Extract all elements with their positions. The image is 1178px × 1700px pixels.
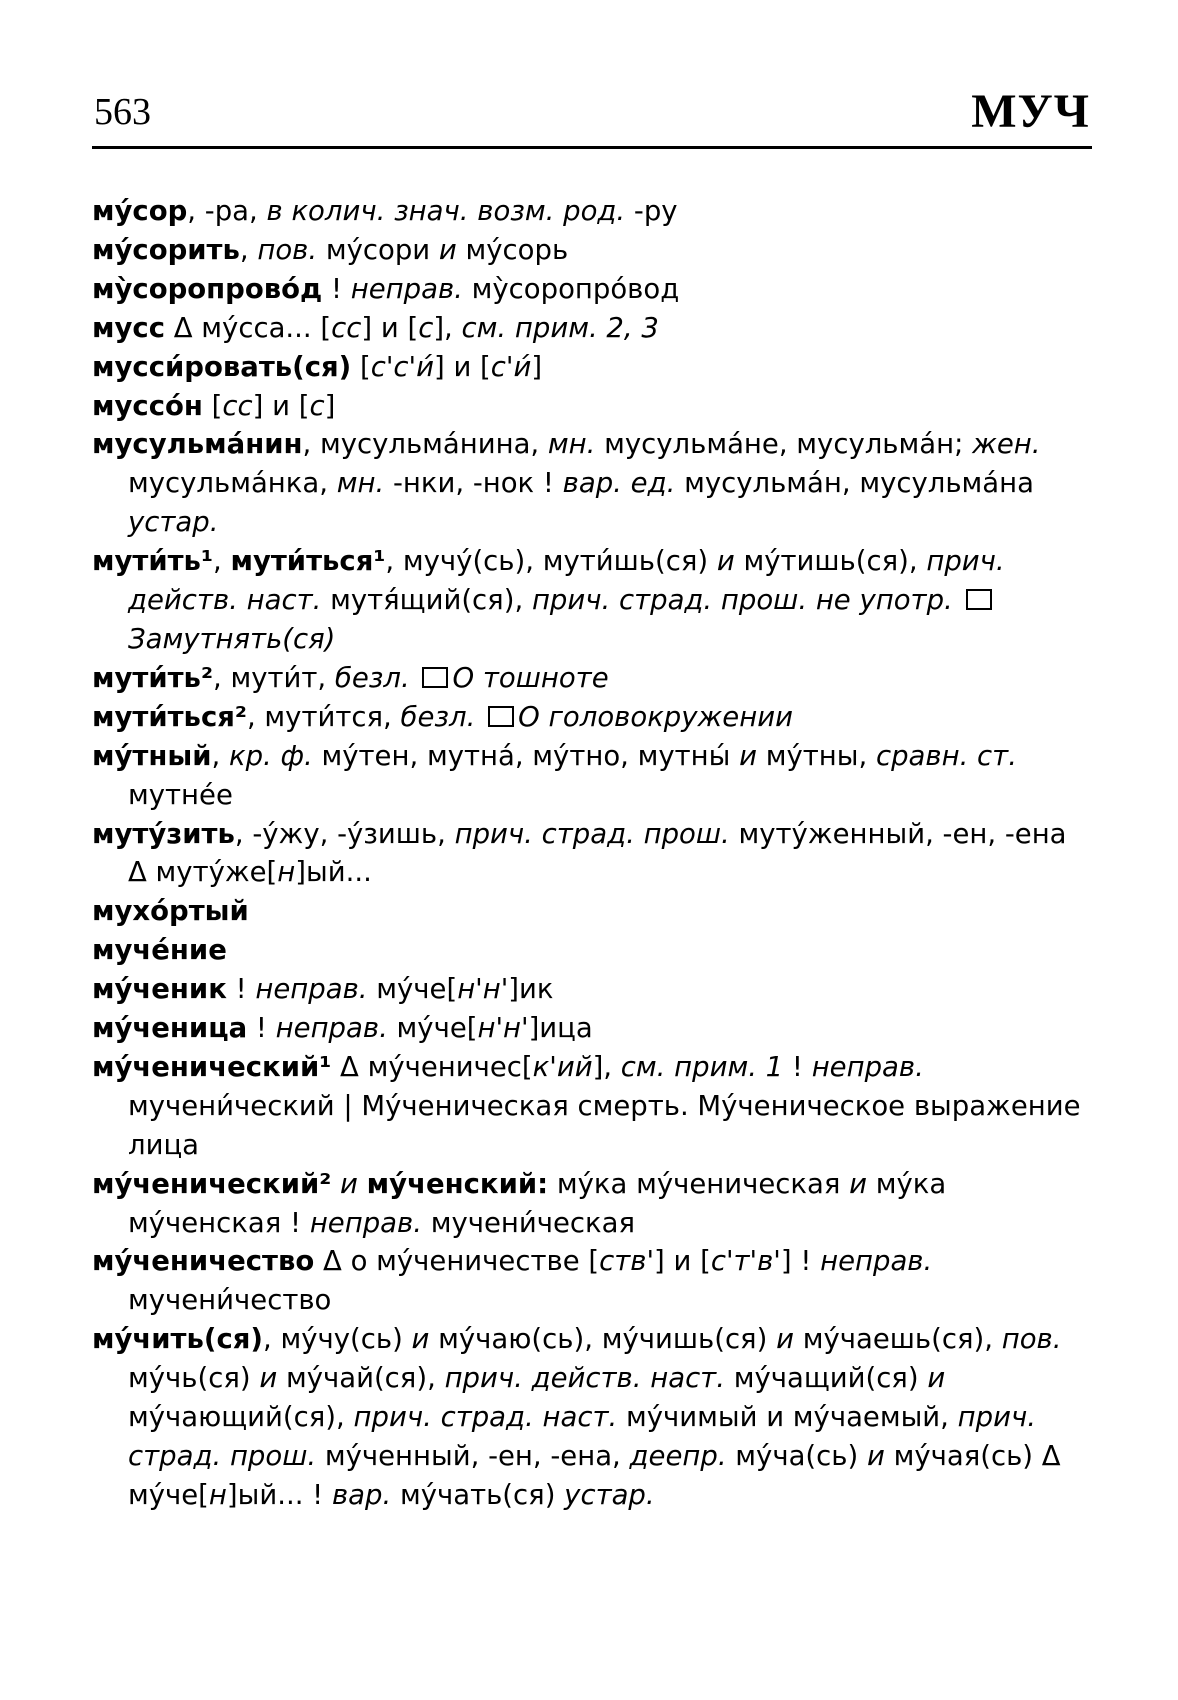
- entry-text: му́чимый и му́чаемый,: [617, 1401, 958, 1434]
- entry-text: [: [202, 389, 223, 422]
- entry-text: мутя́щий(ся),: [321, 584, 532, 617]
- headword: мути́ться²: [92, 700, 247, 733]
- dictionary-entry: [92, 1242, 1092, 1320]
- entry-text: Δ му́сса... [: [165, 311, 332, 344]
- grammar-note: устар.: [564, 1478, 655, 1511]
- entry-text: му́сорь: [456, 233, 569, 266]
- entry-list: [92, 192, 1092, 1515]
- entry-text: му́чаешь(ся),: [793, 1323, 1002, 1356]
- entry-text: му́чащий(ся): [724, 1362, 928, 1395]
- entry-text: му́чь(ся): [128, 1362, 260, 1395]
- entry-text: му́ка му́ченическая: [548, 1167, 850, 1200]
- entry-text: !: [783, 1050, 812, 1083]
- entry-text: [: [351, 350, 371, 383]
- entry-text: -нки, -нок !: [384, 467, 563, 500]
- dictionary-entry: [92, 270, 1092, 309]
- entry-text: му́тен, мутна́, му́тно, мутны́: [312, 739, 740, 772]
- dictionary-entry: [92, 1320, 1092, 1515]
- entry-text: , мусульма́нина,: [302, 428, 548, 461]
- entry-text: , мути́тся,: [246, 700, 401, 733]
- grammar-note: н'н': [457, 973, 509, 1006]
- grammar-note: сс: [331, 311, 362, 344]
- grammar-note: сравн. ст.: [875, 739, 1017, 772]
- entry-text: ] и [: [252, 389, 310, 422]
- grammar-note: неправ.: [350, 272, 463, 305]
- grammar-note: О головокружении: [518, 700, 793, 733]
- grammar-note: и: [866, 1440, 885, 1472]
- grammar-note: пов.: [257, 233, 318, 266]
- headword: му́ченический²: [92, 1167, 332, 1200]
- grammar-note: мн.: [547, 428, 596, 461]
- entry-text: му́ченный, -ен, -ена,: [316, 1440, 630, 1472]
- entry-text: му́че[: [367, 973, 458, 1006]
- grammar-note: Замутнять(ся): [128, 622, 336, 655]
- entry-text: му́че[: [387, 1012, 478, 1045]
- entry-text: Δ му́ченичес[: [331, 1050, 533, 1083]
- grammar-note: н'н': [477, 1012, 529, 1045]
- page-number: 563: [94, 91, 151, 133]
- entry-text: мусульма́не, мусульма́н;: [595, 428, 973, 461]
- grammar-note: устар.: [128, 506, 219, 539]
- entry-text: [475, 701, 484, 733]
- page-header: [92, 70, 1092, 149]
- square-box-icon: [966, 589, 992, 610]
- grammar-note: н: [277, 856, 296, 889]
- grammar-note: и: [340, 1167, 358, 1200]
- entry-text: !: [322, 272, 351, 305]
- grammar-note: н: [208, 1478, 227, 1511]
- headword: мути́ть¹: [92, 545, 213, 578]
- grammar-note: см. прим. 1: [620, 1050, 784, 1083]
- grammar-note: прич. страд. наст.: [353, 1401, 618, 1434]
- dictionary-entry: [92, 192, 1092, 231]
- grammar-note: см. прим. 2, 3: [461, 311, 659, 344]
- grammar-note: неправ.: [820, 1245, 933, 1278]
- headword: му́тный: [92, 739, 212, 772]
- grammar-note: деепр.: [629, 1440, 727, 1472]
- entry-text: , му́чу(сь): [262, 1323, 412, 1356]
- dictionary-entry: [92, 1048, 1092, 1165]
- grammar-note: жен.: [972, 428, 1041, 461]
- headword: муче́ние: [92, 934, 227, 967]
- square-box-icon: [488, 706, 514, 727]
- grammar-note: мн.: [336, 467, 385, 500]
- dictionary-entry: [92, 659, 1092, 698]
- headword: мусульма́нин: [92, 428, 303, 461]
- grammar-note: ств': [599, 1245, 654, 1278]
- entry-text: му́сори: [317, 233, 439, 266]
- entry-text: ]ик: [508, 973, 554, 1006]
- headword: му́ченический¹: [92, 1050, 332, 1083]
- headword: му́ченица: [92, 1012, 248, 1045]
- entry-text: ]ый...: [295, 856, 372, 889]
- grammar-note: пов.: [1001, 1323, 1062, 1356]
- grammar-note: и: [739, 739, 757, 772]
- dictionary-entry: [92, 931, 1092, 970]
- grammar-note: прич. страд. прош.: [454, 817, 730, 850]
- entry-text: ] и [: [433, 350, 491, 383]
- entry-text: ] и [: [361, 311, 419, 344]
- grammar-note: в колич. знач. возм. род.: [266, 195, 626, 227]
- grammar-note: с: [309, 389, 325, 422]
- entry-text: мусульма́н, мусульма́на: [675, 467, 1034, 500]
- entry-text: [358, 1168, 367, 1200]
- entry-text: ,: [211, 739, 229, 772]
- grammar-note: и: [927, 1362, 946, 1395]
- entry-text: -ру: [625, 195, 678, 227]
- entry-text: мучени́чество: [128, 1284, 332, 1317]
- entry-text: !: [226, 973, 256, 1006]
- grammar-note: неправ.: [275, 1012, 388, 1045]
- grammar-note: неправ.: [309, 1206, 422, 1239]
- entry-text: ],: [433, 311, 462, 344]
- grammar-note: и: [438, 233, 457, 266]
- entry-text: му́чай(ся),: [277, 1362, 445, 1395]
- dictionary-entry: [92, 815, 1092, 893]
- entry-text: муту́женный, -ен, -ена Δ муту́же[: [128, 817, 1067, 889]
- entry-text: , мути́т,: [212, 661, 335, 694]
- headword: му́ченичество: [92, 1245, 315, 1278]
- entry-text: му̀соропро́вод: [462, 272, 680, 305]
- dictionary-entry: [92, 737, 1092, 815]
- entry-text: ,: [239, 233, 258, 266]
- dictionary-entry: [92, 387, 1092, 426]
- entry-text: му́ка му́ченская !: [128, 1167, 947, 1239]
- entry-text: [410, 662, 419, 694]
- grammar-note: безл.: [334, 661, 410, 694]
- grammar-note: вар. ед.: [562, 467, 676, 500]
- headword: му̀сoропрово́д: [92, 272, 323, 305]
- grammar-note: О тошноте: [452, 661, 609, 694]
- entry-text: мучени́ческая: [421, 1206, 636, 1239]
- entry-text: му́чающий(ся),: [128, 1401, 354, 1434]
- dictionary-entry: [92, 1009, 1092, 1048]
- entry-text: ]ый... !: [226, 1478, 332, 1511]
- grammar-note: и: [259, 1362, 278, 1395]
- headword: мусс: [92, 311, 166, 344]
- headword: муту́зить: [92, 817, 235, 850]
- entry-text: [331, 1168, 340, 1200]
- headword: муссо́н: [92, 389, 203, 422]
- entry-text: му́тны,: [756, 739, 876, 772]
- grammar-note: с'т'в': [710, 1245, 781, 1278]
- dictionary-entry: [92, 1165, 1092, 1243]
- headword: мути́ться¹: [230, 545, 386, 578]
- entry-text: , мучу́(сь), мути́шь(ся): [385, 545, 717, 578]
- grammar-note: прич. страд. прош.: [128, 1401, 1036, 1472]
- entry-text: му́чая(сь) Δ му́че[: [128, 1440, 1061, 1511]
- grammar-note: с'и́: [490, 350, 532, 383]
- entry-text: му́тишь(ся),: [734, 545, 927, 578]
- headword: мути́ть²: [92, 661, 213, 694]
- dictionary-entry: [92, 348, 1092, 387]
- entry-text: , -ра,: [187, 195, 267, 227]
- entry-text: мутне́е: [128, 778, 233, 811]
- grammar-note: прич. страд. прош. не употр.: [531, 584, 953, 617]
- dictionary-entry: [92, 698, 1092, 737]
- entry-text: ]ица: [528, 1012, 593, 1045]
- grammar-note: и: [411, 1323, 430, 1356]
- entry-text: му́ча(сь): [726, 1440, 867, 1472]
- square-box-icon: [422, 667, 448, 688]
- grammar-note: прич. действ. наст.: [444, 1362, 725, 1395]
- entry-text: !: [247, 1012, 276, 1045]
- entry-text: му́чать(ся): [391, 1478, 565, 1511]
- grammar-note: неправ.: [811, 1050, 924, 1083]
- grammar-note: и: [776, 1323, 794, 1356]
- grammar-note: вар.: [331, 1478, 392, 1511]
- entry-text: му́чаю(сь), му́чишь(ся): [429, 1323, 777, 1356]
- entry-text: ] и [: [654, 1245, 711, 1278]
- grammar-note: и: [716, 545, 735, 578]
- dictionary-entry: [92, 231, 1092, 270]
- grammar-note: сс: [222, 389, 253, 422]
- headword: му́чить(ся): [92, 1323, 263, 1356]
- entry-text: мучени́ческий | Му́ченическая смерть. Му́ченическое выражение лица: [128, 1089, 1081, 1161]
- grammar-note: безл.: [400, 700, 476, 733]
- headword: мусси́ровать(ся): [92, 350, 352, 383]
- entry-text: ,: [212, 545, 231, 578]
- entry-text: ] !: [780, 1245, 821, 1278]
- grammar-note: с: [418, 311, 434, 344]
- entry-text: Δ о му́ченичестве [: [314, 1245, 600, 1278]
- entry-text: ]: [324, 389, 336, 422]
- dictionary-entry: [92, 425, 1092, 542]
- dictionary-entry: [92, 892, 1092, 931]
- grammar-note: с'с'и́: [370, 350, 434, 383]
- grammar-note: к'ий: [532, 1050, 593, 1083]
- headword: му́ченский:: [366, 1167, 549, 1200]
- grammar-note: неправ.: [255, 973, 368, 1006]
- entry-text: мусульма́нка,: [128, 467, 337, 500]
- dictionary-entry: [92, 542, 1092, 659]
- entry-text: ]: [531, 350, 543, 383]
- grammar-note: и: [849, 1167, 868, 1200]
- headword: мухо́ртый: [92, 895, 249, 928]
- headword: му́сор: [92, 195, 188, 227]
- running-head: МУЧ: [971, 85, 1090, 138]
- headword: му́сорить: [92, 233, 240, 266]
- grammar-note: прич. действ. наст.: [128, 545, 1005, 617]
- entry-text: [953, 584, 962, 616]
- dictionary-entry: [92, 309, 1092, 348]
- entry-text: , -у́жу, -у́зишь,: [234, 817, 455, 850]
- dictionary-entry: [92, 970, 1092, 1009]
- entry-text: ],: [592, 1050, 621, 1083]
- grammar-note: кр. ф.: [228, 739, 313, 772]
- headword: му́ченик: [92, 973, 227, 1006]
